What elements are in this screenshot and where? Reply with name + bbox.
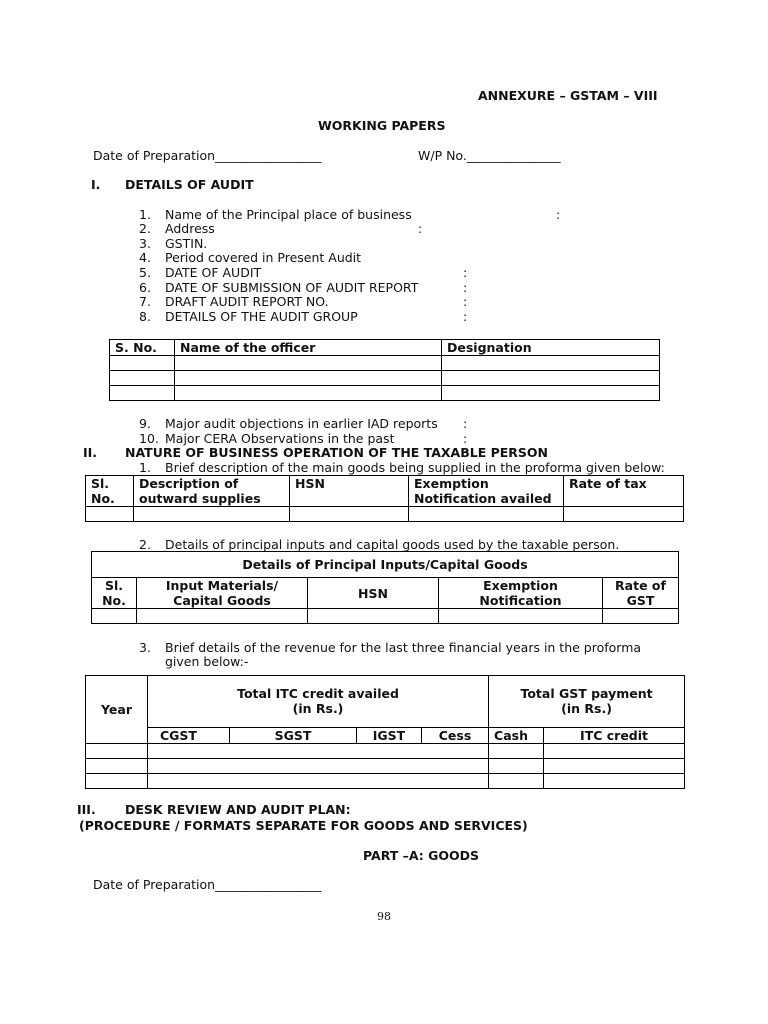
gst-header: Total GST payment (520, 686, 653, 701)
table-cell (110, 356, 175, 371)
list-item-number: 1. (139, 207, 151, 222)
list-item-text: Details of principal inputs and capital goods used by the taxable person. (165, 537, 620, 552)
table-header-cell: Rate of tax (564, 476, 684, 507)
date-of-preparation: Date of Preparation_________________ (93, 148, 322, 163)
list-item-text-continued: given below:- (165, 654, 249, 669)
table-caption-row (92, 552, 679, 578)
table-header-cell (489, 676, 685, 728)
section1-numeral: I. (91, 177, 101, 192)
table-header-cell: SGST (230, 728, 357, 744)
table-row (86, 759, 685, 774)
table-cell (134, 507, 290, 522)
table-header-cell: Designation (442, 340, 660, 356)
table-header-cell (148, 676, 489, 728)
table-row (110, 356, 660, 371)
table-cell (603, 609, 679, 624)
section2-numeral: II. (83, 445, 98, 460)
table-cell (148, 744, 489, 759)
list-item-colon: : (463, 280, 468, 295)
table-header-cell: ITC credit (544, 728, 685, 744)
table-row (110, 386, 660, 401)
list-item-text: GSTIN. (165, 236, 208, 251)
annexure-label: ANNEXURE – GSTAM – VIII (478, 88, 658, 103)
table-header-row (92, 578, 679, 609)
page-title: WORKING PAPERS (318, 118, 446, 133)
list-item-colon: : (463, 431, 468, 446)
table-cell (442, 356, 660, 371)
audit-group-table (109, 339, 660, 401)
list-item-number: 2. (139, 537, 151, 552)
table-header-cell: IGST (357, 728, 422, 744)
table-caption: Details of Principal Inputs/Capital Goods (92, 552, 679, 578)
table-cell (439, 609, 603, 624)
table-header-cell: Name of the officer (175, 340, 442, 356)
table-header-cell: S. No. (110, 340, 175, 356)
list-item-colon: : (556, 207, 561, 222)
principal-inputs-table (91, 551, 679, 624)
list-item-text: DRAFT AUDIT REPORT NO. (165, 294, 329, 309)
table-cell (544, 759, 685, 774)
table-row (92, 609, 679, 624)
section3-title: DESK REVIEW AND AUDIT PLAN: (125, 802, 351, 817)
table-cell (86, 774, 148, 789)
table-cell (409, 507, 564, 522)
table-subheader-row (86, 728, 685, 744)
table-row (110, 371, 660, 386)
table-header-cell: Year (86, 676, 148, 744)
table-row (86, 507, 684, 522)
itc-header: Total ITC credit availed (237, 686, 399, 701)
table-cell (489, 744, 544, 759)
table-row (86, 774, 685, 789)
table-header-cell: HSN (308, 578, 439, 609)
table-header-cell: Sl. No. (92, 578, 137, 609)
page-number: 98 (377, 910, 391, 923)
itc-unit: (in Rs.) (292, 701, 344, 716)
table-header-cell: Exemption Notification availed (409, 476, 564, 507)
table-header-cell: Exemption Notification (439, 578, 603, 609)
wp-number: W/P No._______________ (418, 148, 561, 163)
table-cell (489, 774, 544, 789)
table-header-cell: Cash (489, 728, 544, 744)
list-item-text: Brief details of the revenue for the last three financial years in the proforma (165, 640, 642, 655)
revenue-table (85, 675, 685, 789)
list-item-colon: : (463, 265, 468, 280)
table-cell (564, 507, 684, 522)
table-cell (489, 759, 544, 774)
list-item-colon: : (463, 416, 468, 431)
table-cell (175, 386, 442, 401)
list-item-number: 4. (139, 250, 151, 265)
table-cell (148, 774, 489, 789)
list-item-number: 9. (139, 416, 151, 431)
table-header-cell: CGST (148, 728, 230, 744)
table-cell (442, 386, 660, 401)
list-item-text: Major CERA Observations in the past (165, 431, 395, 446)
gst-unit: (in Rs.) (561, 701, 612, 716)
list-item-text: DETAILS OF THE AUDIT GROUP (165, 309, 358, 324)
date-of-preparation-part-a: Date of Preparation_________________ (93, 877, 322, 892)
table-row (86, 744, 685, 759)
list-item-text: Address (165, 221, 215, 236)
table-header-cell: Description of outward supplies (134, 476, 290, 507)
section2-title: NATURE OF BUSINESS OPERATION OF THE TAXABLE PERSON (125, 445, 549, 460)
table-cell (290, 507, 409, 522)
table-cell (86, 507, 134, 522)
list-item-number: 2. (139, 221, 151, 236)
list-item-colon: : (463, 309, 468, 324)
table-cell (544, 744, 685, 759)
section3-numeral: III. (77, 802, 96, 817)
list-item-text: Brief description of the main goods being supplied in the proforma given below: (165, 460, 665, 475)
list-item-colon: : (418, 221, 423, 236)
table-cell (110, 371, 175, 386)
list-item-number: 7. (139, 294, 151, 309)
table-header-row (86, 676, 685, 728)
list-item-text: Period covered in Present Audit (165, 250, 362, 265)
list-item-number: 3. (139, 236, 151, 251)
table-cell (86, 759, 148, 774)
list-item-text: DATE OF SUBMISSION OF AUDIT REPORT (165, 280, 419, 295)
table-cell (110, 386, 175, 401)
table-cell (148, 759, 489, 774)
list-item-number: 6. (139, 280, 151, 295)
section3-subtitle: (PROCEDURE / FORMATS SEPARATE FOR GOODS AND SERVICES) (79, 818, 528, 833)
table-cell (544, 774, 685, 789)
table-cell (86, 744, 148, 759)
table-header-cell: Cess (422, 728, 489, 744)
section1-title: DETAILS OF AUDIT (125, 177, 254, 192)
list-item-number: 3. (139, 640, 151, 655)
list-item-number: 5. (139, 265, 151, 280)
table-header-cell: Sl. No. (86, 476, 134, 507)
table-cell (137, 609, 308, 624)
table-header-cell: HSN (290, 476, 409, 507)
list-item-number: 1. (139, 460, 151, 475)
list-item-text: DATE OF AUDIT (165, 265, 262, 280)
list-item-number: 10. (139, 431, 159, 446)
table-cell (175, 356, 442, 371)
table-cell (92, 609, 137, 624)
table-header-cell: Rate of GST (603, 578, 679, 609)
table-cell (308, 609, 439, 624)
list-item-text: Name of the Principal place of business (165, 207, 412, 222)
part-a-heading: PART –A: GOODS (363, 848, 480, 863)
goods-supplied-table (85, 475, 684, 522)
table-cell (175, 371, 442, 386)
table-header-row (86, 476, 684, 507)
list-item-colon: : (463, 294, 468, 309)
table-header-row (110, 340, 660, 356)
list-item-text: Major audit objections in earlier IAD reports (165, 416, 438, 431)
table-cell (442, 371, 660, 386)
table-header-cell: Input Materials/ Capital Goods (137, 578, 308, 609)
list-item-number: 8. (139, 309, 151, 324)
